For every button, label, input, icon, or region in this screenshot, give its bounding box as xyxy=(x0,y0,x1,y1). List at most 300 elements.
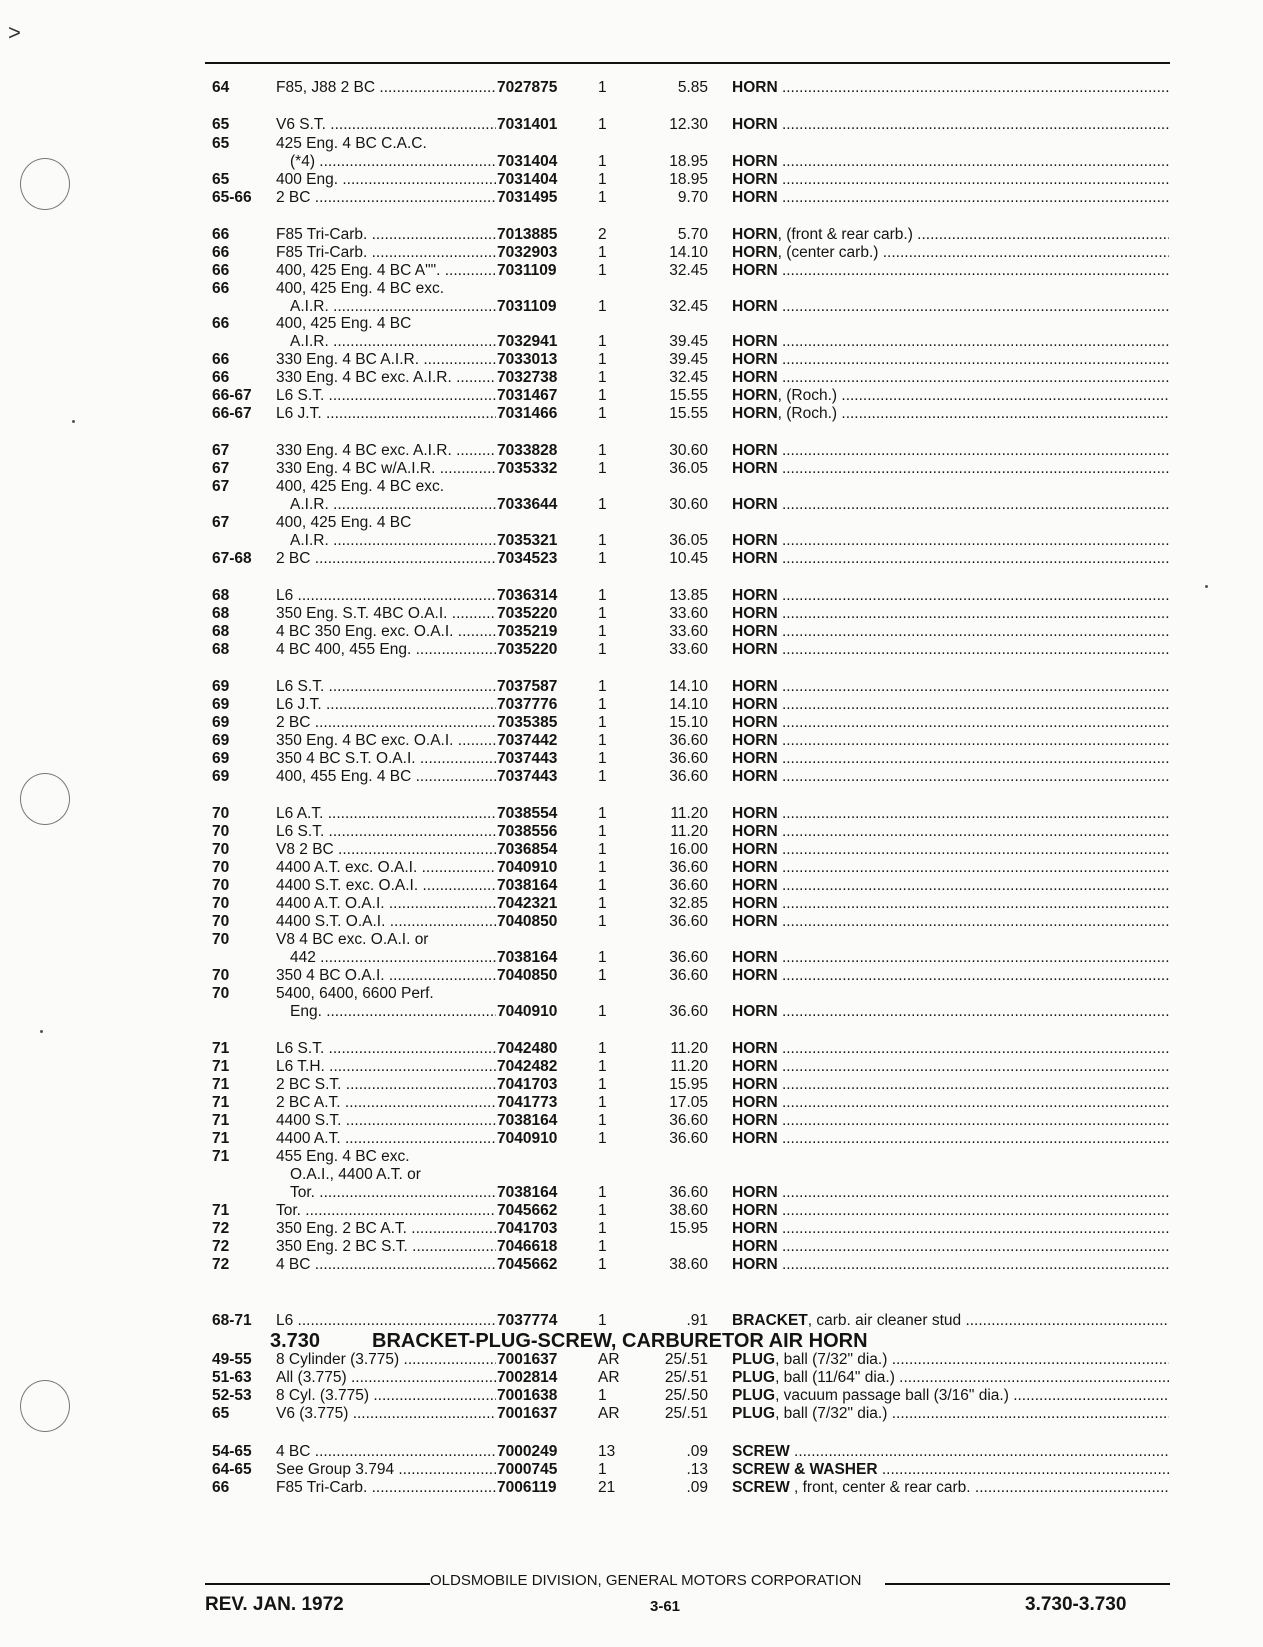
table-row xyxy=(0,1460,1263,1479)
footer-revision: REV. JAN. 1972 xyxy=(205,1594,344,1615)
part-name-main: HORN xyxy=(732,949,778,966)
quantity: 1 xyxy=(598,823,607,840)
table-row xyxy=(0,134,1263,153)
usage-description: V6 (3.775) ..... xyxy=(276,1404,496,1423)
part-name-main: HORN xyxy=(732,405,778,422)
quantity: 1 xyxy=(598,967,607,984)
year-range: 67 xyxy=(212,478,230,495)
part-name-main: HORN xyxy=(732,1094,778,1111)
quantity: 1 xyxy=(598,768,607,785)
table-row xyxy=(0,441,1263,460)
section-title: BRACKET-PLUG-SCREW, CARBURETOR AIR HORN xyxy=(372,1330,868,1352)
usage-description: 2 BC S.T. ..... xyxy=(276,1075,496,1094)
list-price: 32.85 xyxy=(669,895,708,912)
year-range: 66 xyxy=(212,369,230,386)
list-price: 15.55 xyxy=(669,405,708,422)
year-range: 54-65 xyxy=(212,1443,252,1460)
table-row xyxy=(0,531,1263,550)
year-range: 64-65 xyxy=(212,1461,252,1478)
part-name xyxy=(732,894,1169,913)
table-row xyxy=(0,966,1263,985)
table-row xyxy=(0,1039,1263,1058)
quantity: 1 xyxy=(598,913,607,930)
part-name xyxy=(732,170,1169,189)
part-name-detail: , carb. air cleaner stud xyxy=(807,1312,962,1329)
list-price: 15.55 xyxy=(669,387,708,404)
part-name xyxy=(732,840,1169,859)
part-number: 7041773 xyxy=(497,1094,558,1111)
usage-description: L6 A.T. ..... xyxy=(276,804,496,823)
quantity: 1 xyxy=(598,369,607,386)
footer-page-number: 3-61 xyxy=(650,1598,681,1615)
table-row xyxy=(0,1111,1263,1130)
usage-description: 8 Cyl. (3.775) ..... xyxy=(276,1386,496,1405)
section-heading xyxy=(270,1330,868,1353)
section-number: 3.730 xyxy=(270,1330,321,1352)
part-number: 7035321 xyxy=(497,532,558,549)
year-range: 71 xyxy=(212,1130,230,1147)
quantity: 1 xyxy=(598,859,607,876)
part-number: 7035385 xyxy=(497,714,558,731)
usage-description: 2 BC ..... xyxy=(276,549,496,568)
usage-description: 400, 425 Eng. 4 BC A"". ..... xyxy=(276,261,496,280)
year-range: 66 xyxy=(212,244,230,261)
part-name-main: HORN xyxy=(732,913,778,930)
usage-description: 400, 425 Eng. 4 BC xyxy=(276,514,412,531)
usage-description: L6 ..... xyxy=(276,1311,496,1330)
part-name xyxy=(732,1404,1169,1423)
part-number: 7031466 xyxy=(497,405,558,422)
usage-description: (*4) ..... xyxy=(290,152,496,171)
usage-description: L6 S.T. ..... xyxy=(276,386,496,405)
part-name xyxy=(732,713,1169,732)
part-number: 7040910 xyxy=(497,859,558,876)
part-name-main: HORN xyxy=(732,678,778,695)
list-price: 36.60 xyxy=(669,768,708,785)
table-row xyxy=(0,279,1263,298)
list-price: 36.60 xyxy=(669,1003,708,1020)
table-row xyxy=(0,1002,1263,1021)
part-name-main: HORN xyxy=(732,641,778,658)
usage-description: All (3.775) ..... xyxy=(276,1368,496,1387)
table-row xyxy=(0,1386,1263,1405)
year-range: 69 xyxy=(212,732,230,749)
table-row xyxy=(0,332,1263,351)
usage-description: 2 BC ..... xyxy=(276,713,496,732)
table-row xyxy=(0,243,1263,262)
table-row xyxy=(0,840,1263,859)
usage-description: F85 Tri-Carb. ..... xyxy=(276,243,496,262)
table-row xyxy=(0,1075,1263,1094)
part-name-main: HORN xyxy=(732,171,778,188)
year-range: 65 xyxy=(212,116,230,133)
part-number: 7034523 xyxy=(497,550,558,567)
part-name xyxy=(732,531,1169,550)
table-row xyxy=(0,404,1263,423)
part-name xyxy=(732,1201,1169,1220)
part-number: 7013885 xyxy=(497,226,558,243)
part-name xyxy=(732,404,1169,423)
usage-description: A.I.R. ..... xyxy=(290,332,496,351)
year-range: 67 xyxy=(212,460,230,477)
year-range: 66 xyxy=(212,280,230,297)
usage-description: F85 Tri-Carb. ..... xyxy=(276,1478,496,1497)
year-range: 67 xyxy=(212,442,230,459)
part-name-main: HORN xyxy=(732,1058,778,1075)
part-number: 7027875 xyxy=(497,79,558,96)
part-name-main: HORN xyxy=(732,1256,778,1273)
usage-description: A.I.R. ..... xyxy=(290,297,496,316)
quantity: AR xyxy=(598,1369,620,1386)
part-name xyxy=(732,1129,1169,1148)
part-name xyxy=(732,1093,1169,1112)
usage-description: 4 BC 400, 455 Eng. ..... xyxy=(276,640,496,659)
part-name-main: HORN xyxy=(732,623,778,640)
part-name-detail: , front, center & rear carb. xyxy=(789,1479,971,1496)
year-range: 52-53 xyxy=(212,1387,252,1404)
quantity: 1 xyxy=(598,1058,607,1075)
quantity: 1 xyxy=(598,895,607,912)
part-name-main: HORN xyxy=(732,262,778,279)
table-row xyxy=(0,513,1263,532)
part-name-main: SCREW xyxy=(732,1443,790,1460)
part-name xyxy=(732,804,1169,823)
table-row xyxy=(0,368,1263,387)
list-price: 38.60 xyxy=(669,1202,708,1219)
quantity: 1 xyxy=(598,244,607,261)
table-row xyxy=(0,1129,1263,1148)
part-number: 7037587 xyxy=(497,678,558,695)
table-row xyxy=(0,1201,1263,1220)
part-name xyxy=(732,441,1169,460)
part-name xyxy=(732,225,1169,244)
table-row xyxy=(0,115,1263,134)
table-row xyxy=(0,1237,1263,1256)
year-range: 71 xyxy=(212,1202,230,1219)
part-number: 7038164 xyxy=(497,949,558,966)
part-name-main: HORN xyxy=(732,732,778,749)
usage-description: L6 J.T. ..... xyxy=(276,404,496,423)
year-range: 71 xyxy=(212,1040,230,1057)
quantity: 1 xyxy=(598,1003,607,1020)
part-number: 7031404 xyxy=(497,171,558,188)
usage-description: 4400 A.T. O.A.I. ..... xyxy=(276,894,496,913)
table-row xyxy=(0,876,1263,895)
part-name xyxy=(732,332,1169,351)
table-row xyxy=(0,1255,1263,1274)
part-number: 7037776 xyxy=(497,696,558,713)
part-name xyxy=(732,749,1169,768)
quantity: 1 xyxy=(598,1040,607,1057)
part-number: 7040910 xyxy=(497,1130,558,1147)
quantity: 1 xyxy=(598,333,607,350)
table-row xyxy=(0,749,1263,768)
list-price: .09 xyxy=(686,1479,708,1496)
year-range: 66 xyxy=(212,351,230,368)
part-name-detail: , (front & rear carb.) xyxy=(777,226,913,243)
year-range: 70 xyxy=(212,841,230,858)
quantity: 1 xyxy=(598,189,607,206)
list-price: 25/.51 xyxy=(664,1369,708,1386)
part-number: 7042482 xyxy=(497,1058,558,1075)
part-number: 7046618 xyxy=(497,1238,558,1255)
part-name xyxy=(732,1039,1169,1058)
list-price: 15.95 xyxy=(669,1076,708,1093)
quantity: 1 xyxy=(598,116,607,133)
part-name xyxy=(732,1075,1169,1094)
quantity: 1 xyxy=(598,696,607,713)
part-name xyxy=(732,876,1169,895)
usage-description: F85 Tri-Carb. ..... xyxy=(276,225,496,244)
part-number: 7031467 xyxy=(497,387,558,404)
part-name xyxy=(732,822,1169,841)
usage-description: 350 Eng. 4 BC exc. O.A.I. ..... xyxy=(276,731,496,750)
list-price: 36.60 xyxy=(669,967,708,984)
year-range: 71 xyxy=(212,1058,230,1075)
list-price: 25/.51 xyxy=(664,1351,708,1368)
usage-description: 400, 425 Eng. 4 BC exc. xyxy=(276,478,445,495)
usage-description: 350 Eng. S.T. 4BC O.A.I. ..... xyxy=(276,604,496,623)
list-price: 14.10 xyxy=(669,244,708,261)
table-row xyxy=(0,1368,1263,1387)
list-price: 11.20 xyxy=(670,1058,708,1075)
part-number: 7037443 xyxy=(497,768,558,785)
part-name xyxy=(732,1311,1169,1330)
quantity: 1 xyxy=(598,1387,607,1404)
part-name-main: PLUG xyxy=(732,1405,776,1422)
part-name-main: HORN xyxy=(732,1076,778,1093)
part-number: 7035220 xyxy=(497,641,558,658)
part-name xyxy=(732,243,1169,262)
part-number: 7035220 xyxy=(497,605,558,622)
list-price: .09 xyxy=(686,1443,708,1460)
part-name-main: HORN xyxy=(732,587,778,604)
part-name xyxy=(732,1386,1169,1405)
list-price: 36.05 xyxy=(669,460,708,477)
list-price: 25/.51 xyxy=(664,1405,708,1422)
table-row xyxy=(0,549,1263,568)
part-name xyxy=(732,1368,1169,1387)
part-name-main: HORN xyxy=(732,298,778,315)
part-name-detail: , vacuum passage ball (3/16" dia.) xyxy=(775,1387,1009,1404)
table-row xyxy=(0,822,1263,841)
list-price: 5.85 xyxy=(677,79,708,96)
table-row xyxy=(0,1093,1263,1112)
year-range: 69 xyxy=(212,714,230,731)
part-number: 7035332 xyxy=(497,460,558,477)
list-price: 11.20 xyxy=(670,823,708,840)
quantity: 1 xyxy=(598,1130,607,1147)
part-name-main: HORN xyxy=(732,1040,778,1057)
table-row xyxy=(0,188,1263,207)
part-name xyxy=(732,912,1169,931)
year-range: 66 xyxy=(212,262,230,279)
table-row xyxy=(0,170,1263,189)
year-range: 68 xyxy=(212,605,230,622)
year-range: 51-63 xyxy=(212,1369,252,1386)
usage-description: L6 J.T. ..... xyxy=(276,695,496,714)
year-range: 66 xyxy=(212,226,230,243)
scan-speck xyxy=(40,1030,43,1033)
part-name xyxy=(732,640,1169,659)
list-price: 36.60 xyxy=(669,1184,708,1201)
part-name-main: HORN xyxy=(732,768,778,785)
table-row xyxy=(0,1311,1263,1330)
usage-description: 4 BC ..... xyxy=(276,1442,496,1461)
part-name xyxy=(732,966,1169,985)
usage-description: 4400 A.T. ..... xyxy=(276,1129,496,1148)
quantity: 1 xyxy=(598,714,607,731)
list-price: 32.45 xyxy=(669,369,708,386)
part-name-detail: , ball (11/64" dia.) xyxy=(775,1369,895,1386)
usage-description: 2 BC ..... xyxy=(276,188,496,207)
part-name-main: HORN xyxy=(732,895,778,912)
part-name xyxy=(732,459,1169,478)
part-name xyxy=(732,78,1169,97)
part-name-main: HORN xyxy=(732,532,778,549)
year-range: 70 xyxy=(212,805,230,822)
table-row xyxy=(0,604,1263,623)
year-range: 69 xyxy=(212,678,230,695)
year-range: 66 xyxy=(212,1479,230,1496)
footer-organization: OLDSMOBILE DIVISION, GENERAL MOTORS CORPORATION xyxy=(430,1572,862,1589)
usage-description: 400, 455 Eng. 4 BC ..... xyxy=(276,767,496,786)
list-price: 38.60 xyxy=(669,1256,708,1273)
part-name-main: HORN xyxy=(732,1202,778,1219)
table-row xyxy=(0,894,1263,913)
year-range: 65 xyxy=(212,135,230,152)
usage-description: 350 Eng. 2 BC A.T. ..... xyxy=(276,1219,496,1238)
usage-description: V8 4 BC exc. O.A.I. or xyxy=(276,931,429,948)
usage-description: 4 BC ..... xyxy=(276,1255,496,1274)
part-name xyxy=(732,1057,1169,1076)
list-price: 9.70 xyxy=(677,189,708,206)
year-range: 72 xyxy=(212,1238,230,1255)
usage-description: 350 Eng. 2 BC S.T. ..... xyxy=(276,1237,496,1256)
part-number: 7041703 xyxy=(497,1220,558,1237)
part-name xyxy=(732,495,1169,514)
quantity: 1 xyxy=(598,1312,607,1329)
year-range: 66-67 xyxy=(212,405,252,422)
table-row xyxy=(0,78,1263,97)
list-price: 17.05 xyxy=(669,1094,708,1111)
part-name xyxy=(732,368,1169,387)
quantity: 1 xyxy=(598,1094,607,1111)
list-price: 13.85 xyxy=(669,587,708,604)
part-name-main: HORN xyxy=(732,1238,778,1255)
part-name-main: HORN xyxy=(732,605,778,622)
list-price: 25/.50 xyxy=(664,1387,708,1404)
year-range: 49-55 xyxy=(212,1351,252,1368)
part-name xyxy=(732,604,1169,623)
table-row xyxy=(0,586,1263,605)
quantity: 1 xyxy=(598,1256,607,1273)
part-name xyxy=(732,731,1169,750)
quantity: 1 xyxy=(598,877,607,894)
usage-description: 4400 S.T. O.A.I. ..... xyxy=(276,912,496,931)
usage-description: 4400 S.T. exc. O.A.I. ..... xyxy=(276,876,496,895)
year-range: 64 xyxy=(212,79,230,96)
part-name xyxy=(732,1219,1169,1238)
top-rule xyxy=(205,62,1170,64)
year-range: 65-66 xyxy=(212,189,252,206)
list-price: 39.45 xyxy=(669,333,708,350)
footer-group-range: 3.730-3.730 xyxy=(1025,1594,1127,1615)
part-name xyxy=(732,695,1169,714)
part-number: 7037442 xyxy=(497,732,558,749)
quantity: 1 xyxy=(598,750,607,767)
usage-description: Tor. ..... xyxy=(276,1201,496,1220)
list-price: 32.45 xyxy=(669,298,708,315)
table-row xyxy=(0,314,1263,333)
part-name-main: HORN xyxy=(732,153,778,170)
year-range: 69 xyxy=(212,696,230,713)
list-price: 36.60 xyxy=(669,750,708,767)
list-price: 39.45 xyxy=(669,351,708,368)
quantity: 1 xyxy=(598,1076,607,1093)
quantity: 1 xyxy=(598,387,607,404)
list-price: 36.60 xyxy=(669,877,708,894)
part-name-main: HORN xyxy=(732,967,778,984)
usage-description: 4400 A.T. exc. O.A.I. ..... xyxy=(276,858,496,877)
usage-description: 4 BC 350 Eng. exc. O.A.I. ..... xyxy=(276,622,496,641)
part-name xyxy=(732,188,1169,207)
quantity: 1 xyxy=(598,605,607,622)
part-name-main: HORN xyxy=(732,189,778,206)
list-price: 36.05 xyxy=(669,532,708,549)
usage-description: L6 T.H. ..... xyxy=(276,1057,496,1076)
list-price: 30.60 xyxy=(669,496,708,513)
part-number: 7042480 xyxy=(497,1040,558,1057)
part-number: 7032903 xyxy=(497,244,558,261)
usage-description: 400, 425 Eng. 4 BC exc. xyxy=(276,280,445,297)
part-name-main: PLUG xyxy=(732,1351,776,1368)
year-range: 66-67 xyxy=(212,387,252,404)
part-name xyxy=(732,1478,1169,1497)
part-number: 7031109 xyxy=(497,298,557,315)
part-number: 7038554 xyxy=(497,805,558,822)
table-row xyxy=(0,386,1263,405)
year-range: 68-71 xyxy=(212,1312,252,1329)
list-price: 36.60 xyxy=(669,1112,708,1129)
table-row xyxy=(0,1404,1263,1423)
table-row xyxy=(0,713,1263,732)
usage-description: 455 Eng. 4 BC exc. xyxy=(276,1148,410,1165)
year-range: 70 xyxy=(212,913,230,930)
table-row xyxy=(0,1478,1263,1497)
year-range: 68 xyxy=(212,641,230,658)
part-number: 7032941 xyxy=(497,333,558,350)
list-price: 36.60 xyxy=(669,859,708,876)
list-price: 14.10 xyxy=(669,678,708,695)
part-name xyxy=(732,858,1169,877)
usage-description: L6 S.T. ..... xyxy=(276,1039,496,1058)
usage-description: 442 ..... xyxy=(290,948,496,967)
part-name xyxy=(732,1183,1169,1202)
year-range: 66 xyxy=(212,315,230,332)
part-number: 7038164 xyxy=(497,877,558,894)
table-row xyxy=(0,495,1263,514)
part-name-main: HORN xyxy=(732,226,778,243)
quantity: 1 xyxy=(598,298,607,315)
part-name-main: PLUG xyxy=(732,1387,776,1404)
part-name xyxy=(732,1002,1169,1021)
table-row xyxy=(0,459,1263,478)
quantity: 1 xyxy=(598,1184,607,1201)
part-name-main: HORN xyxy=(732,369,778,386)
part-name-main: SCREW & WASHER xyxy=(732,1461,878,1478)
part-name-main: HORN xyxy=(732,496,778,513)
